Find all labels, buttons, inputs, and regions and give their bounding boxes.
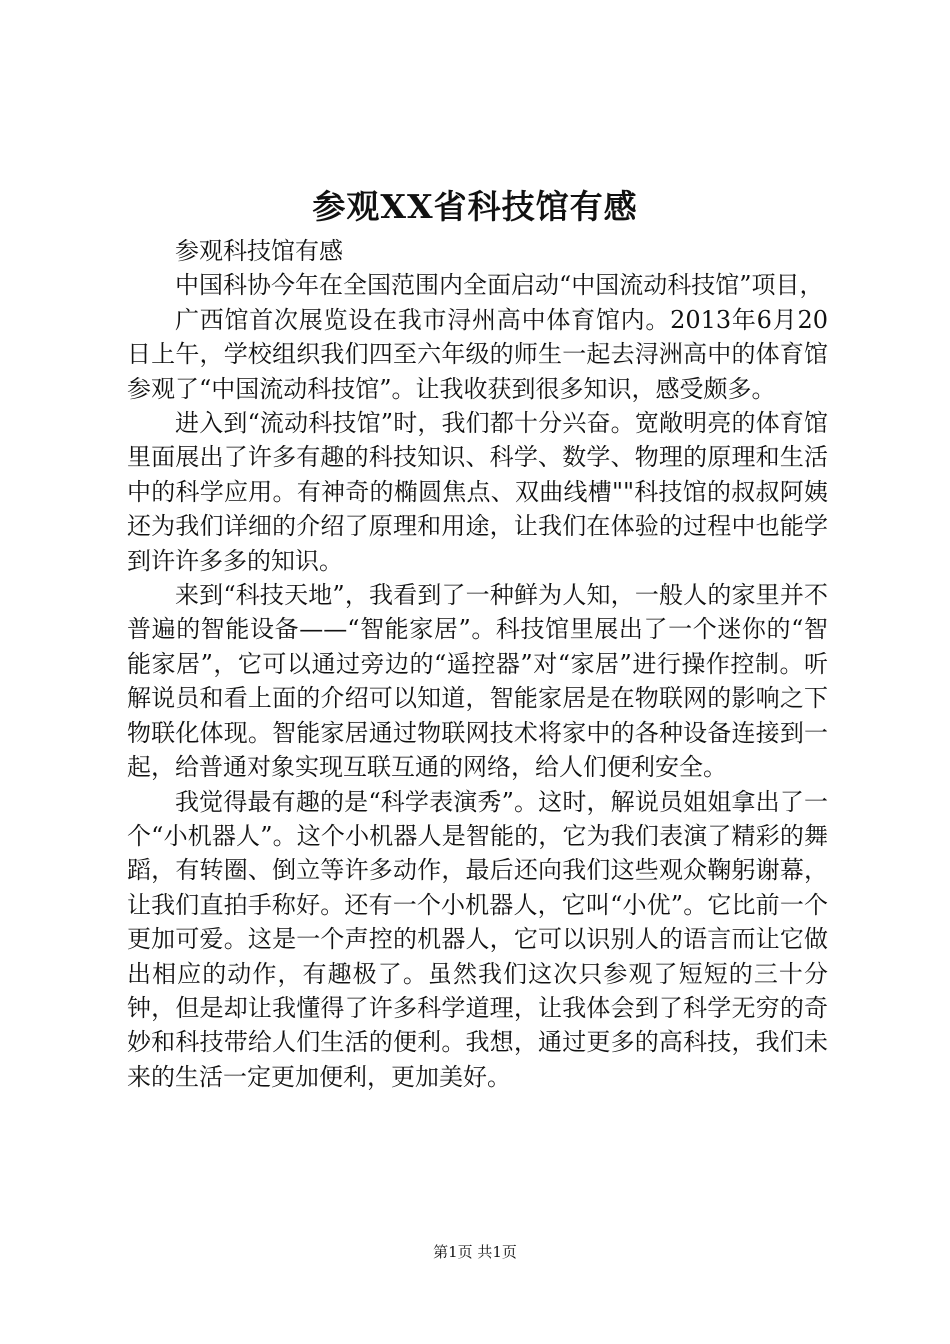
paragraph-subtitle: 参观科技馆有感 [175, 237, 343, 265]
paragraph-science-show: 我觉得最有趣的是“科学表演秀”。这时，解说员姐姐拿出了一个“小机器人”。这个小机器人是智能的，它为我们表演了精彩的舞蹈，有转圈、倒立等许多动作，最后还向我们这些观众鞠躬谢幕，让我们直拍手称好。还有一个小机器人，它叫“小优”。它比前一个更加可爱。这是一个声控的机器人，它可以识别人的语言而让它做出相应的动作，有趣极了。虽然我们这次只参观了短短的三十分钟，但是却让我懂得了许多科学道理，让我体会到了科学无穷的奇妙和科技带给人们生活的便利。我想，通过更多的高科技，我们未来的生活一定更加便利，更加美好。 [127, 787, 828, 1091]
paragraph-exhibition: 广西馆首次展览设在我市浔州高中体育馆内。2013年6月20日上午，学校组织我们四至六年级的师生一起去浔洲高中的体育馆参观了“中国流动科技馆”。让我收获到很多知识，感受颇多。 [127, 305, 828, 403]
paragraph-smart-home: 来到“科技天地”，我看到了一种鲜为人知，一般人的家里并不普遍的智能设备——“智能家居”。科技馆里展出了一个迷你的“智能家居”，它可以通过旁边的“遥控器”对“家居”进行操作控制。听解说员和看上面的介绍可以知道，智能家居是在物联网的影响之下物联化体现。智能家居通过物联网技术将家中的各种设备连接到一起，给普通对象实现互联互通的网络，给人们便利安全。 [127, 581, 828, 782]
document-body [127, 234, 828, 1094]
page-number-footer: 第1页 共1页 [433, 1243, 517, 1261]
paragraph-entering: 进入到“流动科技馆”时，我们都十分兴奋。宽敞明亮的体育馆里面展出了许多有趣的科技知识、科学、数学、物理的原理和生活中的科学应用。有神奇的椭圆焦点、双曲线槽""科技馆的叔叔阿姨还为我们详细的介绍了原理和用途，让我们在体验的过程中也能学到许许多多的知识。 [127, 409, 828, 575]
paragraph-intro: 中国科协今年在全国范围内全面启动“中国流动科技馆”项目， [175, 271, 824, 300]
document-title: 参观XX省科技馆有感 [312, 187, 638, 226]
